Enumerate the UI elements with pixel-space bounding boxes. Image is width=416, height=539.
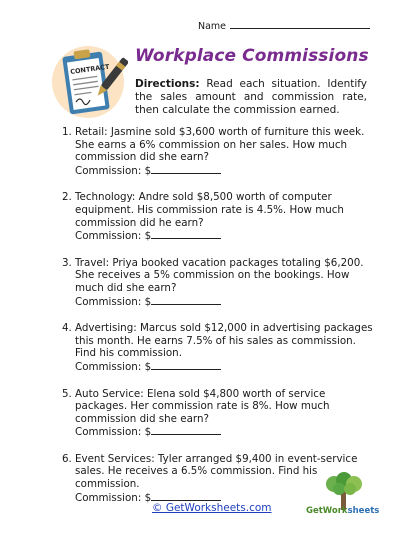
problem-number: 2. [62,191,72,204]
problem-text: Retail: Jasmine sold $3,600 worth of furniture this week. She earns a 6% commission on her sales. How much commission did she earn? [75,126,365,164]
answer-blank[interactable] [151,295,221,305]
directions-label: Directions: [135,78,200,90]
problem-number: 6. [62,452,72,465]
commission-answer [75,164,374,178]
commission-label: Commission: $ [75,164,152,177]
logo-part2: sheets [347,506,380,516]
commission-label: Commission: $ [75,491,152,504]
tree-logo-icon [312,472,376,524]
problem-text: Event Services: Tyler arranged $9,400 in event-service sales. He receives a 6.5% commission. Find his commission. [75,452,358,491]
answer-blank[interactable] [151,164,221,174]
contract-clipboard-icon [50,40,128,122]
answer-blank[interactable] [151,360,221,370]
problem-number: 3. [62,256,72,269]
answer-blank[interactable] [151,425,221,435]
logo-part1: GetWork [306,506,348,516]
name-blank[interactable] [230,20,370,29]
problem-item [62,257,374,308]
problem-number: 5. [62,387,72,400]
problem-text: Auto Service: Elena sold $4,800 worth of service packages. Her commission rate is 8%. How much commission did she earn? [75,387,330,425]
problem-number: 4. [62,322,72,335]
commission-answer [75,425,374,439]
answer-blank[interactable] [151,229,221,239]
directions-text: Read each situation. Identify the sales amount and commission rate, then calculate the commission earned. [135,78,367,116]
answer-blank[interactable] [151,491,221,501]
name-label: Name [198,21,227,32]
problem-item [62,388,374,439]
page-title: Workplace Commissions [135,46,369,66]
name-line [198,20,370,32]
problem-text: Technology: Andre sold $8,500 worth of computer equipment. His commission rate is 4.5%. How much commission did he earn? [75,191,344,229]
problem-item [62,322,374,373]
logo-wordmark [306,506,379,516]
commission-label: Commission: $ [75,360,152,373]
contract-word: CONTRACT [69,62,110,77]
problem-list [62,126,374,518]
commission-label: Commission: $ [75,295,152,308]
problem-number: 1. [62,126,72,138]
problem-item [62,191,374,242]
directions [135,78,367,117]
problem-text: Travel: Priya booked vacation packages totaling $6,200. She receives a 5% commission on the bookings. How much did she earn? [75,256,364,294]
commission-answer [75,360,374,374]
problem-text: Advertising: Marcus sold $12,000 in advertising packages this month. He earns 7.5% of his sales as commission. Find his commission. [75,322,373,360]
commission-answer [75,229,374,243]
commission-label: Commission: $ [75,426,152,439]
footer-link[interactable]: © GetWorksheets.com [152,502,272,514]
problem-item [62,126,374,177]
commission-label: Commission: $ [75,230,152,243]
commission-answer [75,295,374,309]
